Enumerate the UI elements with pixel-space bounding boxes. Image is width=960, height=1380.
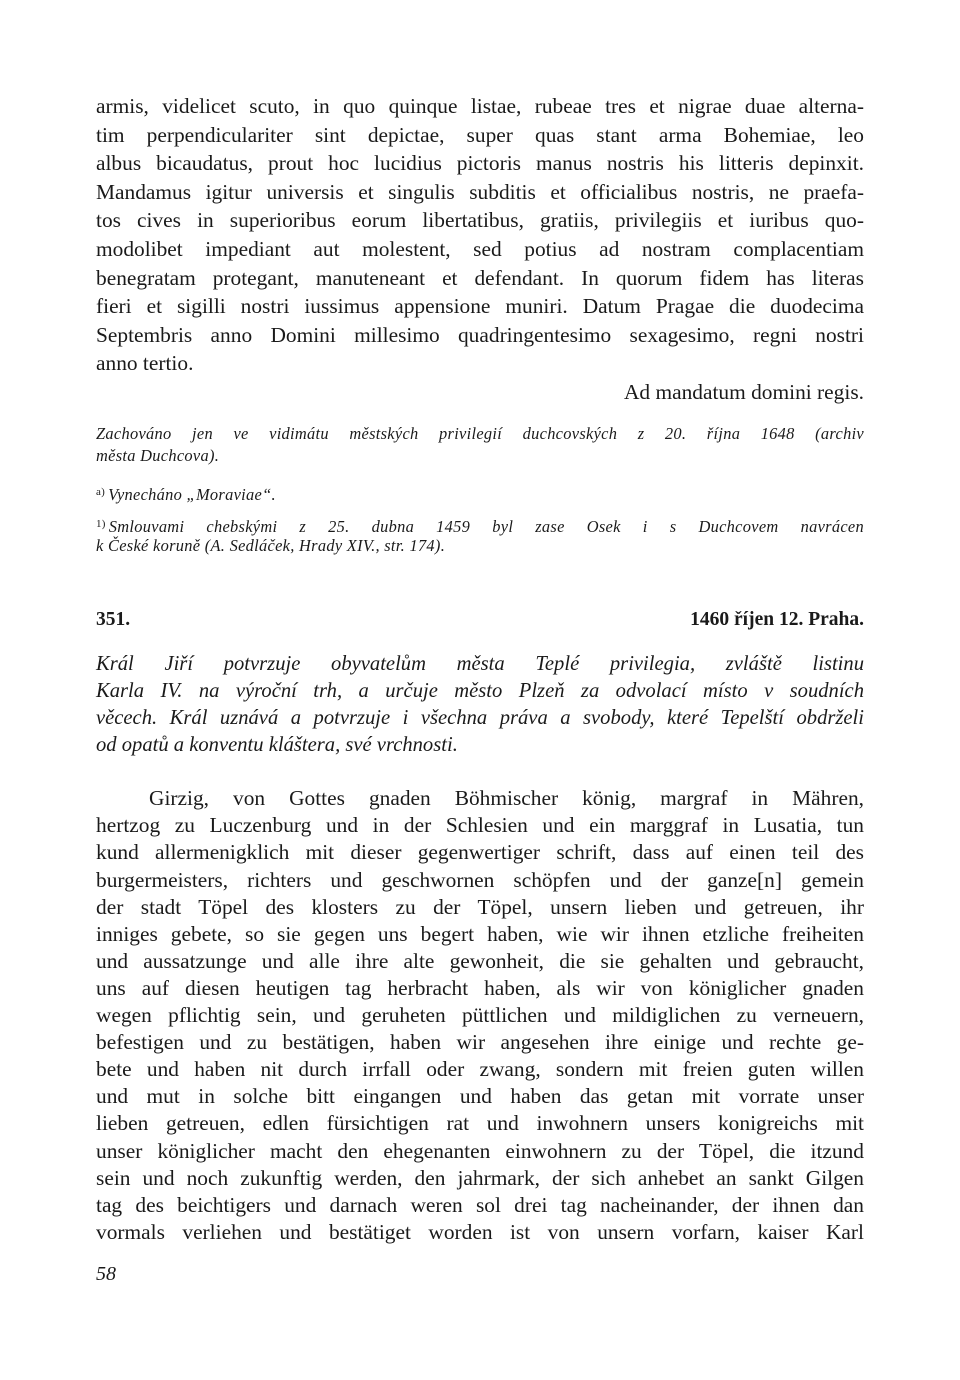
text-line: hertzog zu Luczenburg und in der Schlesien und ein marggraf in Lusatia, tun xyxy=(96,813,864,838)
text-line: Girzig, von Gottes gnaden Böhmischer könig, margraf in Mähren, xyxy=(149,786,864,811)
footnote-a xyxy=(96,481,864,503)
footnote-marker: a) xyxy=(96,485,106,498)
text-line: und mut in solche bitt eingangen und haben das getan mit vorrate unser xyxy=(96,1084,864,1109)
mandate-line: Ad mandatum domini regis. xyxy=(623,379,864,404)
entry-heading xyxy=(96,607,864,633)
text-line: bete und haben nit durch irrfall oder zwang, sondern mit freien guten willen xyxy=(96,1057,864,1082)
regest-line: od opatů a konventu kláštera, své vrchnosti. xyxy=(96,734,458,757)
text-line: lieben getreuen, edlen fürsichtigen rat und inwohnern unsers konigreichs mit xyxy=(96,1111,864,1136)
text-line: tag des beichtigers und darnach weren sol drei tag nacheinander, der ihnen dan xyxy=(96,1192,864,1217)
entry-number: 351. xyxy=(96,608,131,630)
text-line: burgermeisters, richters und geschwornen schöpfen und der ganze[n] gemein xyxy=(96,867,864,892)
page-number: 58 xyxy=(96,1263,116,1285)
text-line: unser königlicher macht den ehegenanten einwohnern zu der Töpel, die itzund xyxy=(96,1138,864,1163)
text-line: benegratam protegant, manuteneant et defendant. In quorum fidem has literas xyxy=(96,265,864,290)
note-line: Zachováno jen ve vidimátu městských privilegií duchcovských z 20. října 1648 (archiv xyxy=(96,423,864,443)
text-line: vormals verliehen und bestätiget worden ist von unsern vorfarn, kaiser Karl xyxy=(96,1219,864,1244)
regest xyxy=(96,651,864,760)
regest-line: věcech. Král uznává a potvrzuje i všechna práva a svobody, které Tepelští obdrželi xyxy=(96,706,864,729)
text-line: tos cives in superioribus eorum libertatibus, gratiis, privilegiis et iuribus quo- xyxy=(96,208,864,233)
document-page xyxy=(96,92,864,1246)
text-line: inniges gebete, so sie gegen uns begert haben, wie wir ihnen etzliche freiheiten xyxy=(96,921,864,946)
text-line: wegen pflichtig sein, und geruheten püttlichen und mildiglichen zu verneuern, xyxy=(96,1003,864,1028)
text-line: sein und noch zukunftig werden, den jahrmark, der sich anhebet an sankt Gilgen xyxy=(96,1165,864,1190)
footnotes xyxy=(96,481,864,557)
regest-line: Král Jiří potvrzuje obyvatelům města Teplé privilegia, zvláště listinu xyxy=(96,652,864,675)
text-line: der stadt Töpel des klosters zu der Töpel, unsern lieben und getreuen, ihr xyxy=(96,894,864,919)
text-line: tim perpendiculariter sint depictae, super quas stant arma Bohemiae, leo xyxy=(96,122,864,147)
note-line: města Duchcova). xyxy=(96,445,220,465)
footnote-marker: 1) xyxy=(96,517,106,530)
entry-date-place: 1460 říjen 12. Praha. xyxy=(690,608,864,630)
text-line: Septembris anno Domini millesimo quadringentesimo sexagesimo, regni nostri xyxy=(96,322,864,347)
latin-charter-text xyxy=(96,92,864,407)
text-line: befestigen und zu bestätigen, haben wir angesehen ihre einige und rechte ge- xyxy=(96,1030,864,1055)
text-line: kund allermenigklich mit dieser gegenwertiger schrift, dass auf einen teil des xyxy=(96,840,864,865)
footnote-text: Vynecháno „Moraviae“. xyxy=(108,484,276,504)
preservation-note xyxy=(96,423,864,467)
text-line: und aussatzunge und alle ihre alte gewonheit, die sie gehalten und gebraucht, xyxy=(96,948,864,973)
footnote-1-continued: k České koruně (A. Sedláček, Hrady XIV., str. 174). xyxy=(96,535,446,555)
text-line: anno tertio. xyxy=(96,351,194,376)
text-line: armis, videlicet scuto, in quo quinque listae, rubeae tres et nigrae duae alterna- xyxy=(96,94,864,118)
text-line: modolibet impediant aut molestent, sed potius ad nostram complacentiam xyxy=(96,236,864,261)
footnote-text: Smlouvami chebskými z 25. dubna 1459 byl zase Osek i s Duchcovem navrácen xyxy=(108,516,864,536)
regest-line: Karla IV. na výroční trh, a určuje město Plzeň za odvolací místo v soudních xyxy=(96,679,864,702)
text-line: Mandamus igitur universis et singulis subditis et officialibus nostris, ne praefa- xyxy=(96,179,864,204)
text-line: albus bicaudatus, prout hoc lucidius pictoris manus nostris his litteris depinxit. xyxy=(96,151,864,176)
text-line: fieri et sigilli nostri iussimus appensione muniri. Datum Pragae die duodecima xyxy=(96,294,864,319)
footnote-1 xyxy=(96,513,864,535)
german-charter-text xyxy=(96,785,864,1246)
text-line: uns auf diesen heutigen tag herbracht haben, als wir von königlicher gnaden xyxy=(96,975,864,1000)
